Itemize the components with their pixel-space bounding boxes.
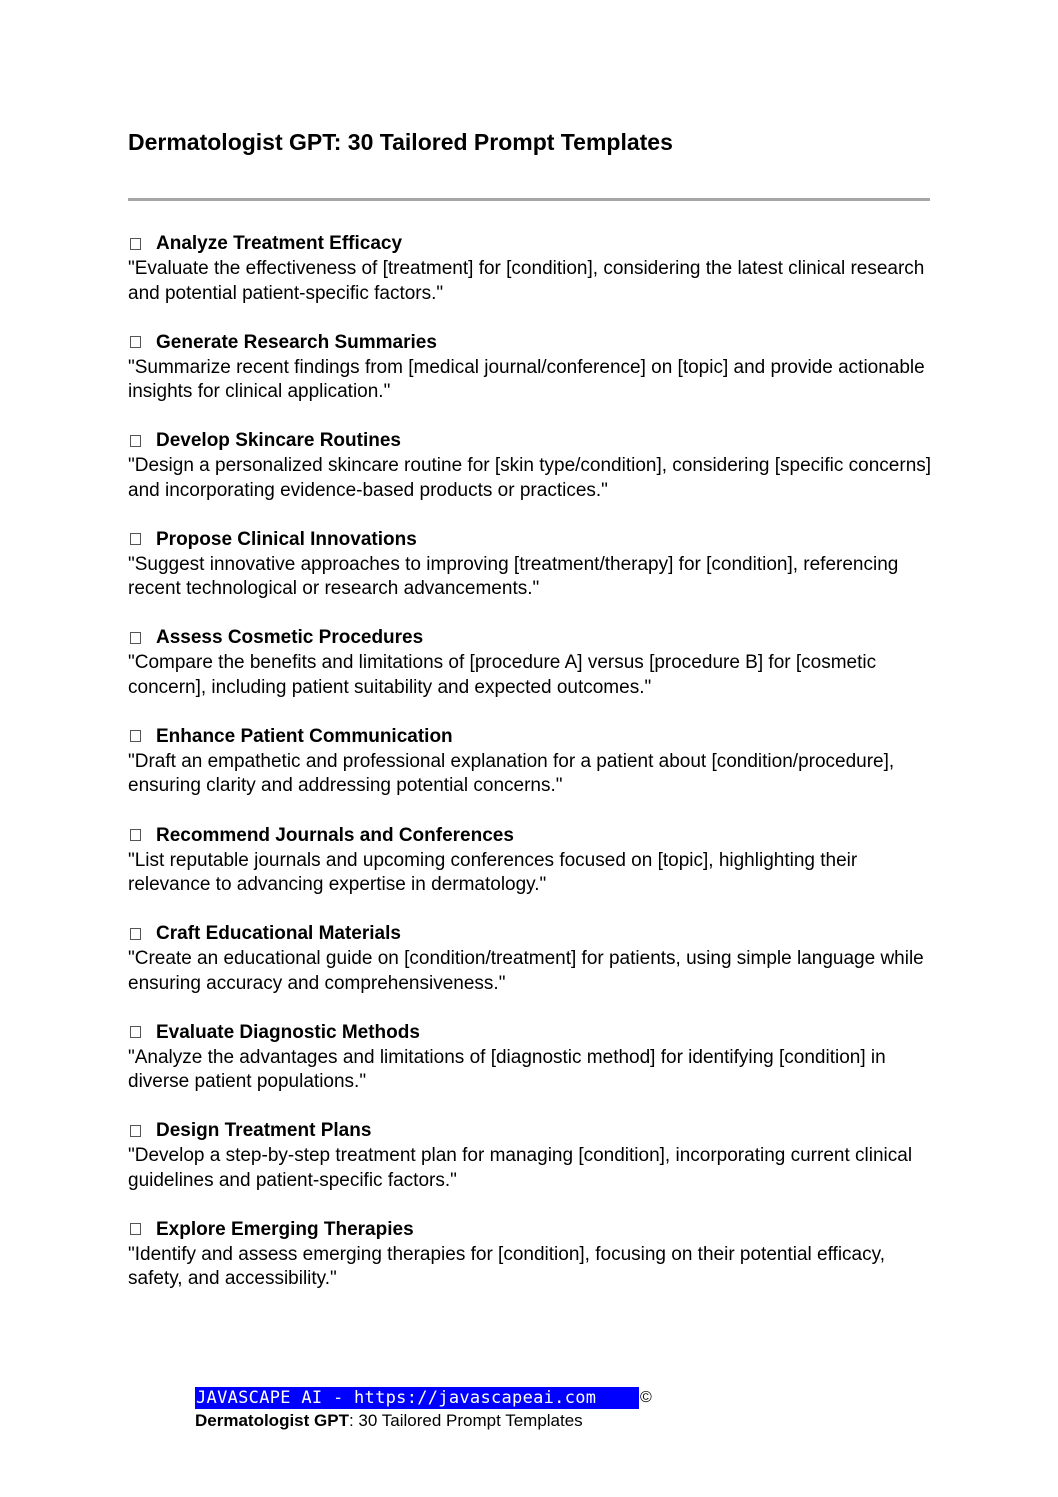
page-footer [195,1387,652,1433]
prompt-title: Explore Emerging Therapies [156,1218,414,1240]
prompt-item [128,230,938,329]
prompt-item [128,1216,938,1315]
prompt-text: "Evaluate the effectiveness of [treatment] for [condition], considering the latest clinical research and potential patient-specific factors." [128,258,925,304]
footer-caption-subtitle: : 30 Tailored Prompt Templates [348,1411,583,1430]
copyright-symbol: © [640,1389,652,1406]
prompt-title: Craft Educational Materials [156,923,401,945]
prompt-text: "Draft an empathetic and professional explanation for a patient about [condition/procedure], ensuring clarity and addressing potential concerns." [128,750,895,797]
prompt-list [128,230,938,1315]
prompt-item [128,526,938,625]
prompt-text: "Identify and assess emerging therapies for [condition], focusing on their potential efficacy, safety, and accessibility." [128,1243,885,1290]
prompt-text: "Compare the benefits and limitations of [procedure A] versus [procedure B] for [cosmetic concern], including patient suitability and expected outcomes." [128,652,877,698]
prompt-heading [128,427,938,454]
prompt-heading [128,822,938,849]
checkbox-icon [130,730,141,742]
footer-caption-title: Dermatologist GPT [195,1411,349,1430]
prompt-title: Assess Cosmetic Procedures [156,627,424,649]
prompt-text: "Analyze the advantages and limitations of [diagnostic method] for identifying [condition] in diverse patient populations." [128,1046,886,1093]
prompt-heading [128,1117,938,1144]
prompt-heading [128,920,938,947]
footer-caption [195,1409,652,1433]
prompt-title: Develop Skincare Routines [156,430,401,452]
prompt-title: Recommend Journals and Conferences [156,824,514,846]
prompt-item [128,329,938,428]
prompt-item [128,1019,938,1118]
checkbox-icon [130,435,141,447]
checkbox-icon [130,336,141,348]
prompt-title: Generate Research Summaries [156,331,437,353]
prompt-heading [128,1216,938,1243]
prompt-text: "Develop a step-by-step treatment plan for managing [condition], incorporating current clinical guidelines and patient-specific factors." [128,1145,913,1191]
prompt-item [128,920,938,1019]
prompt-text: "Suggest innovative approaches to improving [treatment/therapy] for [condition], referencing recent technological or research advancements." [128,553,899,600]
prompt-title: Design Treatment Plans [156,1120,372,1142]
checkbox-icon [130,1125,141,1137]
prompt-heading [128,723,938,750]
prompt-item [128,723,938,822]
checkbox-icon [130,1223,141,1235]
prompt-item [128,1117,938,1216]
checkbox-icon [130,632,141,644]
prompt-title: Evaluate Diagnostic Methods [156,1021,420,1043]
prompt-text: "Design a personalized skincare routine for [skin type/condition], considering [specific concerns] and incorporating evidence-based products or practices." [128,455,932,501]
footer-banner-link[interactable]: JAVASCAPE AI - https://javascapeai.com [195,1387,639,1409]
prompt-text: "List reputable journals and upcoming conferences focused on [topic], highlighting their relevance to advancing expertise in dermatology." [128,849,858,896]
prompt-text: "Create an educational guide on [condition/treatment] for patients, using simple language while ensuring accuracy and comprehensiveness." [128,948,924,994]
title-divider [128,198,930,201]
prompt-title: Analyze Treatment Efficacy [156,233,403,254]
prompt-item [128,822,938,921]
checkbox-icon [130,533,141,545]
footer-banner-row [195,1387,652,1409]
checkbox-icon [130,829,141,841]
prompt-heading [128,230,938,257]
prompt-heading [128,526,938,553]
page-title: Dermatologist GPT: 30 Tailored Prompt Templates [128,129,673,155]
prompt-heading [128,329,938,356]
prompt-text: "Summarize recent findings from [medical journal/conference] on [topic] and provide actionable insights for clinical application." [128,356,925,403]
prompt-item [128,427,938,526]
prompt-heading [128,1019,938,1046]
prompt-title: Propose Clinical Innovations [156,528,417,550]
checkbox-icon [130,928,141,940]
prompt-title: Enhance Patient Communication [156,725,453,747]
prompt-heading [128,624,938,651]
prompt-item [128,624,938,723]
checkbox-icon [130,1026,141,1038]
checkbox-icon [130,238,141,250]
